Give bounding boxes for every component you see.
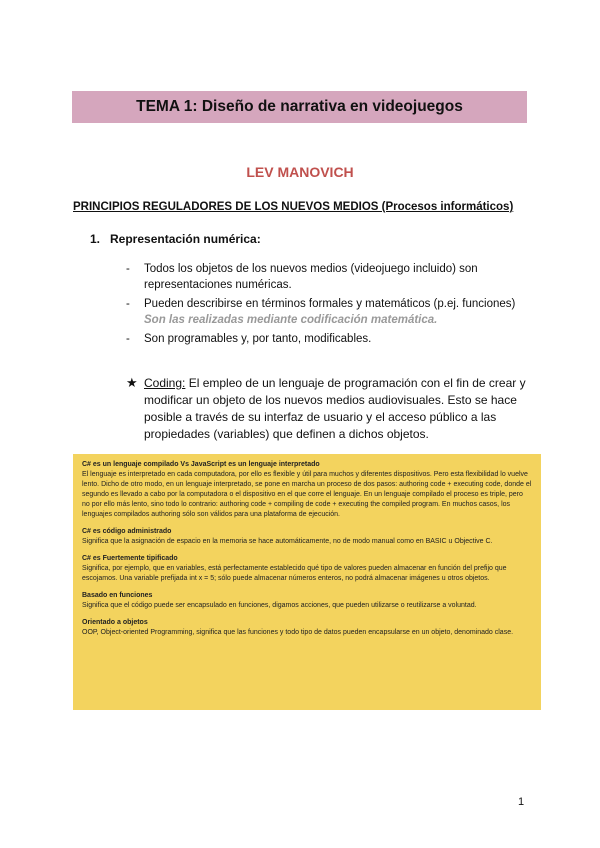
bullet-dash: - (126, 333, 130, 345)
star-icon: ★ (126, 376, 138, 391)
bullet-text: Todos los objetos de los nuevos medios (videojuego incluido) son representaciones numéricas. (144, 263, 478, 291)
info-body: El lenguaje es interpretado en cada computadora, por ello es flexible y útil para muchos y diferentes dispositivos. Pero esta flexibilidad lo vuelve lento. Dicho de otro modo, en un lenguaje interpretado, se pone en marcha un proceso de dos pasos: authoring code + executing code, donde el segundo es llevado a cabo por la computadora o el dispositivo en el que corre el lenguaje. En un lenguaje compilado el proceso es triple, pero no por ello más lento, sino todo lo contrario: authoring code + compiling de code + executing the compiled program. En muchos casos, los lenguajes compilados authoring sólo son válidos para una plataforma de ejecución. (82, 471, 532, 518)
info-body: Significa que la asignación de espacio en la memoria se hace automáticamente, no de modo manual como en BASIC u Objective C. (82, 538, 493, 545)
info-body: OOP, Object-oriented Programming, significa que las funciones y todo tipo de datos pueden encapsularse en un objeto, denominado clase. (82, 629, 514, 636)
info-heading: C# es código administrado (82, 528, 172, 535)
bullet-text-wrapper (144, 296, 524, 328)
section-title: Representación numérica: (110, 232, 261, 246)
bullet-dash: - (126, 298, 130, 310)
info-section (82, 591, 532, 611)
page-title: TEMA 1: Diseño de narrativa en videojuegos (136, 98, 463, 115)
info-heading: Basado en funciones (82, 592, 153, 599)
section-number: 1. (90, 232, 101, 246)
title-banner (72, 91, 527, 123)
info-heading: Orientado a objetos (82, 619, 148, 626)
coding-label: Coding: (144, 376, 186, 390)
info-section (82, 554, 532, 584)
info-body: Significa que el código puede ser encapsulado en funciones, digamos acciones, que pueden utilizarse o reutilizarse a voluntad. (82, 602, 477, 609)
info-section (82, 618, 532, 638)
info-heading: C# es un lenguaje compilado Vs JavaScript es un lenguaje interpretado (82, 461, 320, 468)
bullet-highlight: Son las realizadas mediante codificación matemática. (144, 314, 438, 326)
info-section (82, 527, 532, 547)
bullet-text: Pueden describirse en términos formales y matemáticos (p.ej. funciones) (144, 298, 516, 310)
info-section (82, 460, 532, 520)
coding-text: El empleo de un lenguaje de programación con el fin de crear y modificar un objeto de los nuevos medios audiovisuales. Esto se hace posible a través de su interfaz de usuario y el acceso público a las propiedades (variables) que definen a dichos objetos. (144, 376, 526, 441)
bullet-text: Son programables y, por tanto, modificables. (144, 333, 372, 345)
info-box (73, 454, 541, 710)
coding-text-wrapper (144, 375, 526, 443)
page-number: 1 (518, 796, 525, 808)
bullet-dash: - (126, 263, 130, 275)
info-body: Significa, por ejemplo, que en variables, está perfectamente establecido qué tipo de valores pueden almacenar en función del prefijo que escojamos. Una variable prefijada int x = 5; sólo puede almacenar números enteros, no podrá almacenar imágenes u otros objetos. (82, 565, 507, 582)
principles-heading: PRINCIPIOS REGULADORES DE LOS NUEVOS MEDIOS (Procesos informáticos) (73, 201, 514, 213)
author-heading: LEV MANOVICH (246, 164, 354, 180)
section-heading (90, 232, 261, 246)
info-heading: C# es Fuertemente tipificado (82, 555, 178, 562)
